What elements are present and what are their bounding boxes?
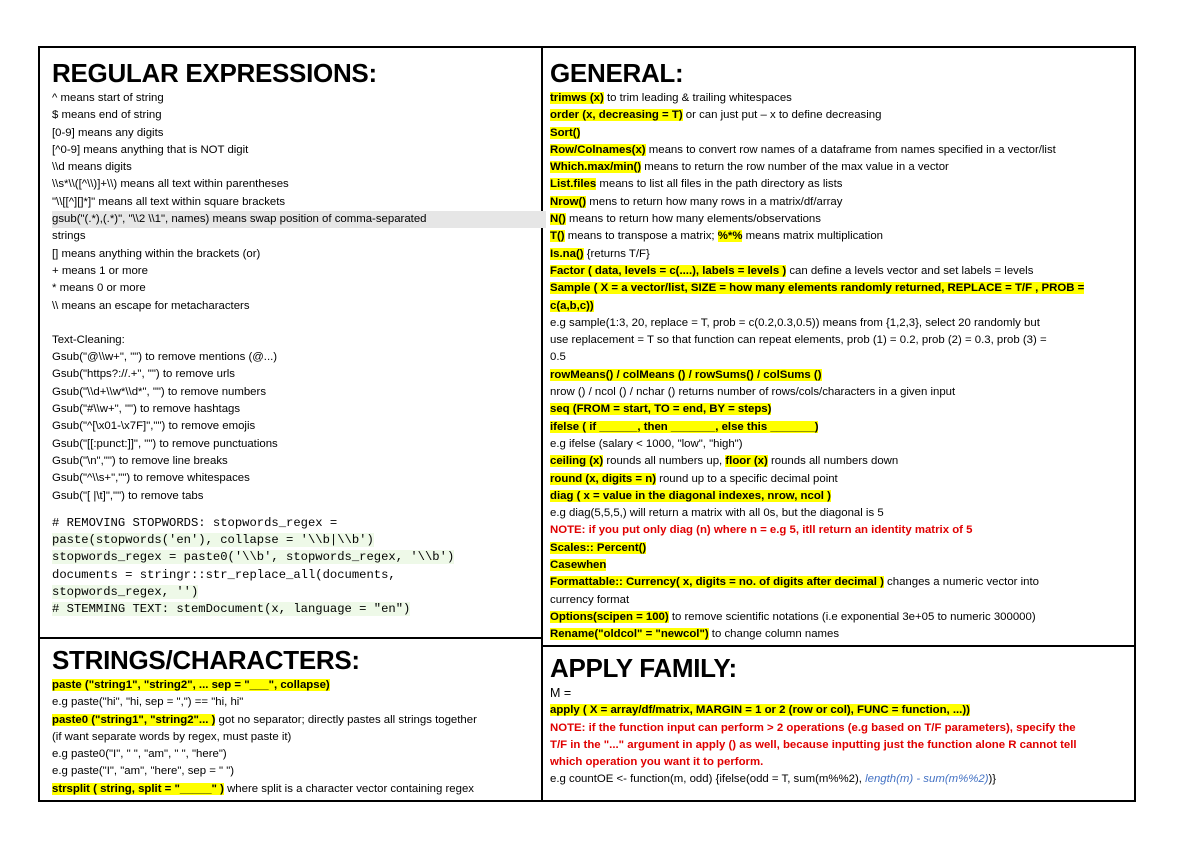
formattable-function: Formattable:: Currency( x, digits = no. of digits after decimal ) xyxy=(550,576,884,589)
apply-note: NOTE: if the function input can perform > 2 operations (e.g based on T/F parameters), specify the xyxy=(550,721,1076,734)
n-function: N() xyxy=(550,213,566,226)
cleaning-line: Gsub("^[\x01-\x7F]","") to remove emojis xyxy=(52,420,256,433)
regex-line: ^ means start of string xyxy=(52,92,164,104)
general-section xyxy=(550,58,1132,644)
regex-line: * means 0 or more xyxy=(52,282,146,295)
apply-title: APPLY FAMILY: xyxy=(550,653,737,683)
regex-line: \\s*\\([^\\)]+\\) means all text within parentheses xyxy=(52,178,289,191)
formattable-desc: changes a numeric vector into xyxy=(883,576,1039,589)
cleaning-line: Gsub("\n","") to remove line breaks xyxy=(52,454,228,467)
regex-line: [0-9] means any digits xyxy=(52,126,164,139)
strsplit-desc: where split is a character vector containing regex xyxy=(223,782,474,795)
nrow-ncol-nchar: nrow () / ncol () / nchar () xyxy=(550,386,676,399)
apply-note: T/F in the "..." argument in apply () as well, because inputting just the function alone R cannot tell xyxy=(550,738,1077,751)
column-divider xyxy=(541,46,543,802)
trimws-function: trimws (x) xyxy=(550,92,604,104)
nrow-ncol-desc: returns number of rows/cols/characters in a given input xyxy=(675,386,956,399)
apply-section xyxy=(550,653,1132,789)
regex-line: [^0-9] means anything that is NOT digit xyxy=(52,143,249,156)
strings-section xyxy=(52,645,532,798)
nrow-function: Nrow() xyxy=(550,195,587,208)
which-desc: means to return the row number of the max value in a vector xyxy=(641,161,949,174)
cleaning-line: Gsub("^\\s+","") to remove whitespaces xyxy=(52,472,250,485)
paste0-desc: got no separator; directly pastes all strings together xyxy=(215,713,477,726)
rowmeans-function: rowMeans() / colMeans () / rowSums() / colSums () xyxy=(550,368,822,381)
regex-title: REGULAR EXPRESSIONS: xyxy=(52,58,377,88)
code-line xyxy=(52,584,532,601)
gsub-swap-line: gsub("(.*),(.*)", "\\2 \\1", names) means swap position of comma-separated xyxy=(52,211,546,228)
section-divider-left xyxy=(38,637,541,639)
rename-desc: to change column names xyxy=(708,628,840,641)
code-text: stopwords_regex = paste0('\\b', stopwords_regex, '\\b') xyxy=(52,550,455,565)
paste-example: e.g paste("hi", "hi, sep = ",") == "hi, hi" xyxy=(52,696,244,709)
listfiles-function: List.files xyxy=(550,178,597,191)
isna-function: Is.na() xyxy=(550,247,584,260)
apply-note: which operation you want it to perform. xyxy=(550,756,764,769)
apply-function: apply ( X = array/df/matrix, MARGIN = 1 or 2 (row or col), FUNC = function, ...)) xyxy=(550,704,970,717)
trimws-desc: to trim leading & trailing whitespaces xyxy=(603,92,792,104)
cleaning-line: Gsub("[[:punct:]]", "") to remove punctuations xyxy=(52,437,278,450)
seq-function: seq (FROM = start, TO = end, BY = steps) xyxy=(550,403,772,416)
code-text: # STEMMING TEXT: stemDocument(x, language = "en") xyxy=(52,602,411,617)
apply-example-end: )} xyxy=(988,773,997,786)
code-line xyxy=(52,532,532,549)
strings-title: STRINGS/CHARACTERS: xyxy=(52,645,360,675)
cleaning-line: Gsub("#\\w+", "") to remove hashtags xyxy=(52,403,241,416)
ceiling-function: ceiling (x) xyxy=(550,455,604,468)
regex-line: + means 1 or more xyxy=(52,264,148,277)
listfiles-desc: means to list all files in the path directory as lists xyxy=(596,178,843,191)
regex-line: [] means anything within the brackets (or) xyxy=(52,247,261,260)
paste-sep-example: e.g paste("I", "am", "here", sep = " ") xyxy=(52,765,235,778)
ceiling-desc: rounds all numbers up, xyxy=(603,455,726,468)
diag-example: e.g diag(5,5,5,) will return a matrix with all 0s, but the diagonal is 5 xyxy=(550,507,884,520)
regex-line: "\\[[^][]*]" means all text within square brackets xyxy=(52,195,286,208)
cleaning-line: Gsub("[ |\t]","") to remove tabs xyxy=(52,489,204,502)
sample-example-cont: use replacement = T so that function can repeat elements, prob (1) = 0.2, prob (2) = 0.3, prob (3) = xyxy=(550,334,1047,347)
sort-function: Sort() xyxy=(550,126,581,139)
which-function: Which.max/min() xyxy=(550,161,642,174)
paste0-example: e.g paste0("I", " ", "am", " ", "here") xyxy=(52,748,227,761)
apply-example: e.g countOE <- function(m, odd) {ifelse(odd = T, sum(m%%2), xyxy=(550,773,866,786)
code-line xyxy=(52,601,532,618)
code-text: paste(stopwords('en'), collapse = '\\b|\\b') xyxy=(52,533,374,548)
rownames-desc: means to convert row names of a dataframe from names specified in a vector/list xyxy=(645,143,1056,156)
sample-function: Sample ( X = a vector/list, SIZE = how many elements randomly returned, REPLACE = T/F , PROB = xyxy=(550,282,1085,295)
order-desc: or can just put – x to define decreasing xyxy=(682,109,882,122)
isna-desc: {returns T/F} xyxy=(583,247,650,260)
regex-section xyxy=(52,58,532,619)
general-title: GENERAL: xyxy=(550,58,684,88)
regex-line: \\d means digits xyxy=(52,161,132,174)
cleaning-line: Gsub("\\d+\\w*\\d*", "") to remove numbers xyxy=(52,385,267,398)
regex-line: \\ means an escape for metacharacters xyxy=(52,299,250,312)
gsub-swap-line-cont: strings xyxy=(52,230,86,243)
n-desc: means to return how many elements/observations xyxy=(565,213,821,226)
text-cleaning-heading: Text-Cleaning: xyxy=(52,333,125,346)
code-line xyxy=(52,515,532,532)
apply-m-line: M = xyxy=(550,686,572,700)
code-text: # REMOVING STOPWORDS: stopwords_regex = xyxy=(52,515,338,530)
paste-function: paste ("string1", "string2", ... sep = "___", collapse) xyxy=(52,679,330,691)
cleaning-line: Gsub("@\\w+", "") to remove mentions (@...) xyxy=(52,351,278,364)
section-divider-right xyxy=(543,645,1136,647)
rownames-function: Row/Colnames(x) xyxy=(550,143,646,156)
code-text: stopwords_regex, '') xyxy=(52,585,199,600)
ifelse-function: ifelse ( if ______, then _______, else this _______) xyxy=(550,420,819,433)
sample-example: e.g sample(1:3, 20, replace = T, prob = c(0.2,0.3,0.5)) means from {1,2,3}, select 20 randomly but xyxy=(550,316,1040,329)
factor-desc: can define a levels vector and set labels = levels xyxy=(786,264,1034,277)
floor-function: floor (x) xyxy=(725,455,768,468)
matmul-desc: means matrix multiplication xyxy=(742,230,883,243)
matmul-operator: %*% xyxy=(717,230,743,243)
nrow-desc: mens to return how many rows in a matrix/df/array xyxy=(586,195,843,208)
floor-desc: rounds all numbers down xyxy=(767,455,899,468)
options-function: Options(scipen = 100) xyxy=(550,610,669,623)
sample-example-cont: 0.5 xyxy=(550,351,566,364)
round-function: round (x, digits = n) xyxy=(550,472,656,485)
regex-line: $ means end of string xyxy=(52,109,162,122)
code-line xyxy=(52,549,532,566)
paste0-function: paste0 ("string1", "string2"... ) xyxy=(52,713,216,726)
strsplit-function: strsplit ( string, split = "_____" ) xyxy=(52,782,224,795)
code-text: documents = stringr::str_replace_all(documents, xyxy=(52,567,396,582)
casewhen-function: Casewhen xyxy=(550,559,607,572)
scales-function: Scales:: Percent() xyxy=(550,541,647,554)
options-desc: to remove scientific notations (i.e exponential 3e+05 to numeric 300000) xyxy=(668,610,1036,623)
t-function: T() xyxy=(550,230,565,243)
paste0-note: (if want separate words by regex, must paste it) xyxy=(52,730,292,743)
sample-function-cont: c(a,b,c)) xyxy=(550,299,594,312)
t-desc: means to transpose a matrix; xyxy=(564,230,718,243)
ifelse-example: e.g ifelse (salary < 1000, "low", "high") xyxy=(550,437,743,450)
rename-function: Rename("oldcol" = "newcol") xyxy=(550,628,709,641)
cleaning-line: Gsub("https?://.+", "") to remove urls xyxy=(52,368,235,381)
diag-function: diag ( x = value in the diagonal indexes, nrow, ncol ) xyxy=(550,489,831,502)
code-line xyxy=(52,567,532,584)
formattable-desc-cont: currency format xyxy=(550,593,630,606)
order-function: order (x, decreasing = T) xyxy=(550,109,683,122)
factor-function: Factor ( data, levels = c(....), labels = levels ) xyxy=(550,264,787,277)
diag-note: NOTE: if you put only diag (n) where n = e.g 5, itll return an identity matrix of 5 xyxy=(550,524,973,537)
apply-example-italic: length(m) - sum(m%%2) xyxy=(865,773,989,786)
round-desc: round up to a specific decimal point xyxy=(656,472,838,485)
